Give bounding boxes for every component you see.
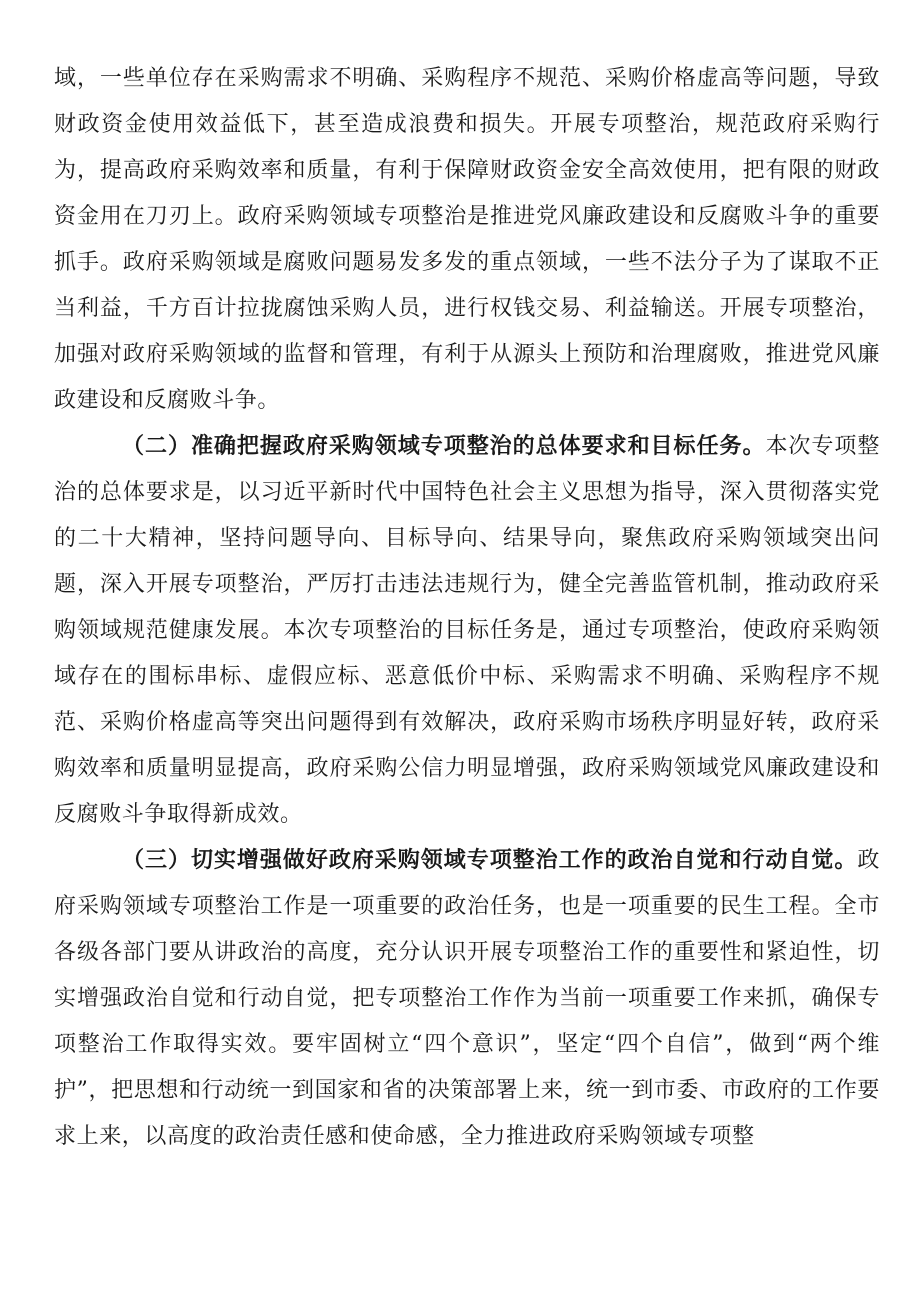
section-3-body: 政府采购领域专项整治工作是一项重要的政治任务，也是一项重要的民生工程。全市各级各部门要从讲政治的高度，充分认识开展专项整治工作的重要性和紧迫性，切实增强政治自觉和行动自觉，把专项整治工作作为当前一项重要工作来抓，确保专项整治工作取得实效。要牢固树立“四个意识”，坚定“四个自信”，做到“两个维护”，把思想和行动统一到国家和省的决策部署上来，统一到市委、市政府的工作要求上来，以高度的政治责任感和使命感，全力推进政府采购领域专项整 xyxy=(54,848,880,1149)
paragraph-section-2 xyxy=(54,424,880,838)
section-2-body: 本次专项整治的总体要求是，以习近平新时代中国特色社会主义思想为指导，深入贯彻落实党的二十大精神，坚持问题导向、目标导向、结果导向，聚焦政府采购领域突出问题，深入开展专项整治，严厉打击违法违规行为，健全完善监管机制，推动政府采购领域规范健康发展。本次专项整治的目标任务是，通过专项整治，使政府采购领域存在的围标串标、虚假应标、恶意低价中标、采购需求不明确、采购程序不规范、采购价格虚高等突出问题得到有效解决，政府采购市场秩序明显好转，政府采购效率和质量明显提高，政府采购公信力明显增强，政府采购领域党风廉政建设和反腐败斗争取得新成效。 xyxy=(54,434,880,827)
paragraph-continued: 域，一些单位存在采购需求不明确、采购程序不规范、采购价格虚高等问题，导致财政资金使用效益低下，甚至造成浪费和损失。开展专项整治，规范政府采购行为，提高政府采购效率和质量，有利于保障财政资金安全高效使用，把有限的财政资金用在刀刃上。政府采购领域专项整治是推进党风廉政建设和反腐败斗争的重要抓手。政府采购领域是腐败问题易发多发的重点领域，一些不法分子为了谋取不正当利益，千方百计拉拢腐蚀采购人员，进行权钱交易、利益输送。开展专项整治，加强对政府采购领域的监督和管理，有利于从源头上预防和治理腐败，推进党风廉政建设和反腐败斗争。 xyxy=(54,66,880,413)
document-body xyxy=(54,56,880,1160)
section-3-heading: （三）切实增强做好政府采购领域专项整治工作的政治自觉和行动自觉。 xyxy=(122,848,858,873)
paragraph-section-3 xyxy=(54,838,880,1160)
section-2-heading: （二）准确把握政府采购领域专项整治的总体要求和目标任务。 xyxy=(122,434,766,459)
